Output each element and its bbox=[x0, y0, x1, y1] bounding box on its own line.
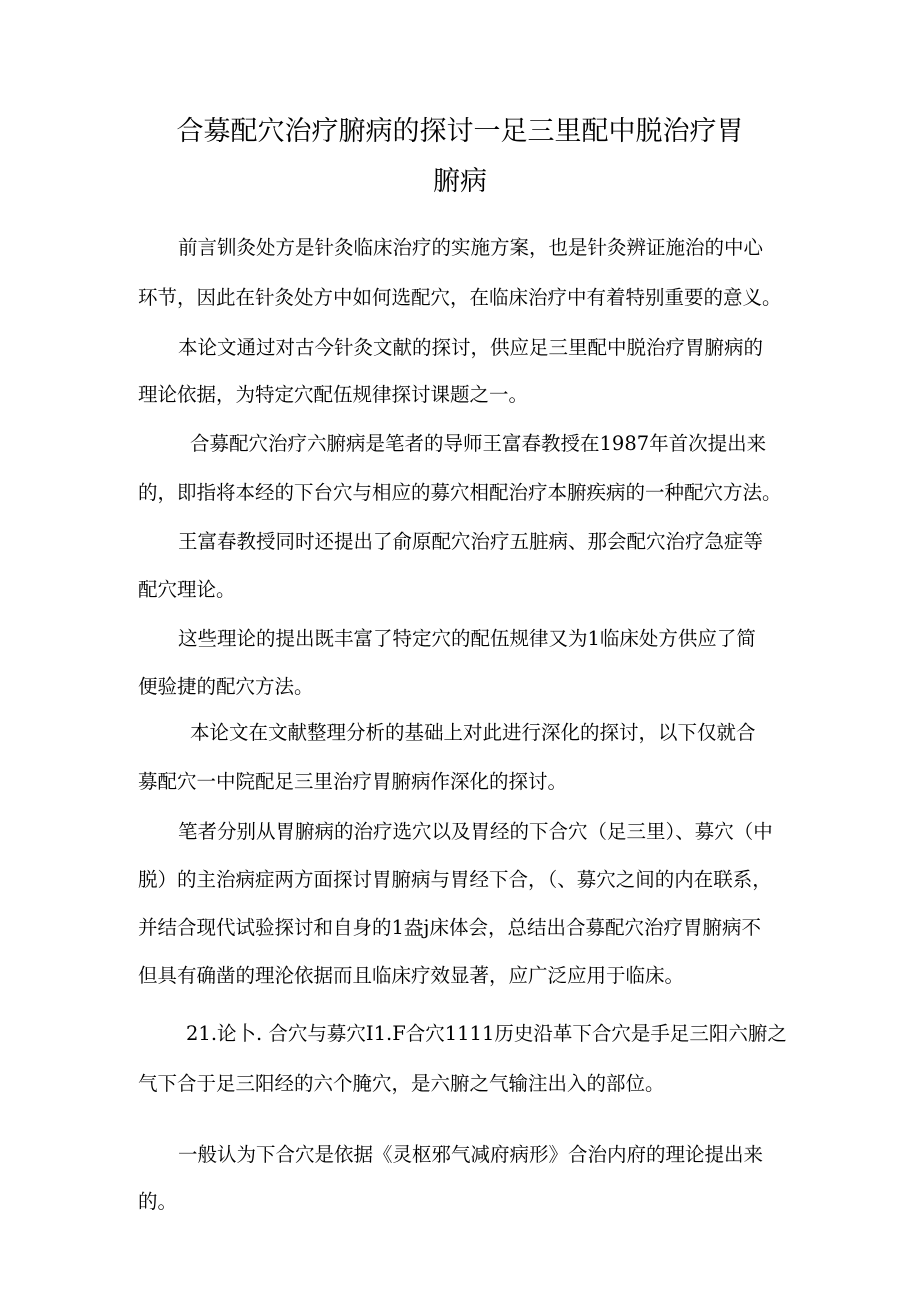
paragraph-line: 配穴理论。 bbox=[138, 578, 236, 601]
paragraph-line: 一般认为下合穴是依据《灵枢邪气减府病形》合治内府的理论提出来 bbox=[178, 1143, 764, 1166]
paragraph-line: 环节，因此在针灸处方中如何选配穴，在临床治疗中有着特别重要的意义。 bbox=[138, 286, 782, 309]
paragraph-line: 合募配穴治疗六腑病是笔者的导师王富春教授在1987年首次提出来 bbox=[190, 432, 767, 455]
paragraph-line: 的。 bbox=[138, 1190, 178, 1213]
paragraph-line: 这些理论的提出既丰富了特定穴的配伍规律又为1临床处方供应了简 bbox=[178, 627, 756, 650]
paragraph-line: 王富春教授同时还提出了俞原配穴治疗五脏病、那会配穴治疗急症等 bbox=[178, 530, 764, 553]
paragraph-line: 便验捷的配穴方法。 bbox=[138, 675, 314, 698]
document-title-line-1: 合募配穴治疗腑病的探讨一足三里配中脱治疗胃 bbox=[176, 116, 744, 147]
paragraph-line: 本论文在文献整理分析的基础上对此进行深化的探讨，以下仅就合 bbox=[190, 721, 756, 744]
paragraph-line: 前言钏灸处方是针灸临床治疗的实施方案，也是针灸辨证施治的中心 bbox=[178, 236, 764, 259]
paragraph-line: 的，即指将本经的下台穴与相应的募穴相配治疗本腑疾病的一种配穴方法。 bbox=[138, 481, 782, 504]
paragraph-line: 募配穴一中院配足三里治疗胃腑病作深化的探讨。 bbox=[138, 770, 568, 793]
paragraph-line: 笔者分别从胃腑病的治疗选穴以及胃经的下合穴（足三里）、募穴（中 bbox=[178, 820, 773, 843]
paragraph-line: 21.论卜. 合穴与募穴I1.F合穴1111历史沿革下合穴是手足三阳六腑之 bbox=[186, 1022, 787, 1045]
paragraph-line: 本论文通过对古今针灸文献的探讨，供应足三里配中脱治疗胃腑病的 bbox=[178, 336, 764, 359]
document-title-line-2: 腑病 bbox=[433, 166, 487, 197]
paragraph-line: 气下合于足三阳经的六个腌穴，是六腑之气输注出入的部位。 bbox=[138, 1072, 665, 1095]
paragraph-line: 但具有确凿的理沦依据而且临床疗效显著，应广泛应用于临床。 bbox=[138, 964, 685, 987]
paragraph-line: 并结合现代试验探讨和自身的1盎j床体会，总结出合募配穴治疗胃腑病不 bbox=[138, 916, 761, 939]
paragraph-line: 理论依据，为特定穴配伍规律探讨课题之一。 bbox=[138, 383, 529, 406]
paragraph-line: 脱）的主治病症两方面探讨胃腑病与胃经下合，（、募穴之间的内在联系， bbox=[138, 868, 772, 891]
